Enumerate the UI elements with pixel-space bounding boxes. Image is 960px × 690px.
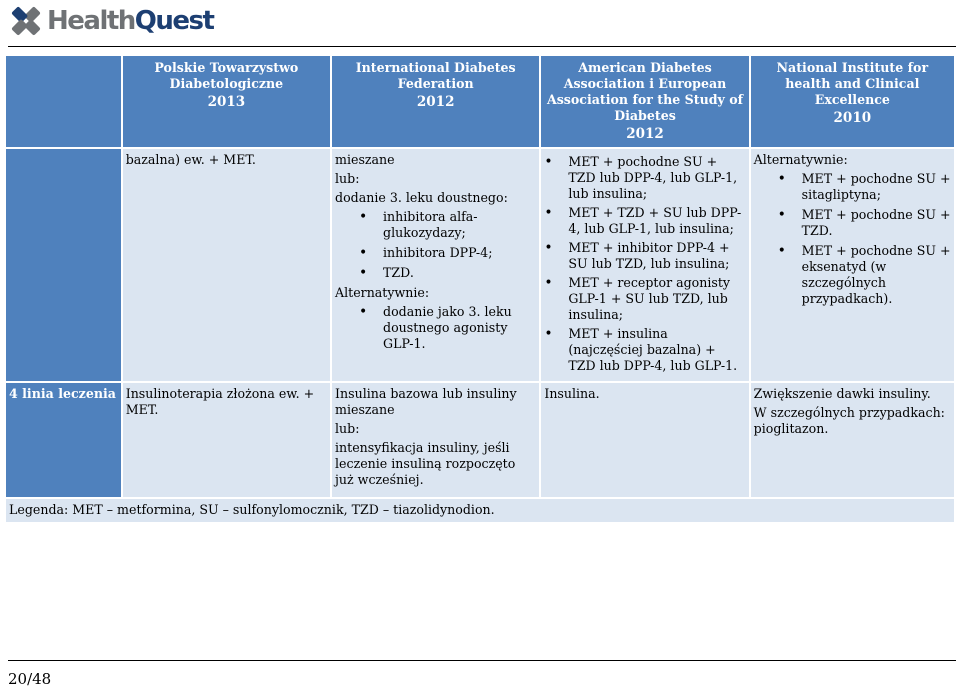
header-nice-year: 2010 (833, 110, 872, 126)
logo-health-text: Health (47, 6, 135, 36)
header-idf: International Diabetes Federation 2012 (332, 56, 539, 147)
header-ada-easd: American Diabetes Association i European Association for the Study of Diabetes 2012 (541, 56, 748, 147)
healthquest-logo (8, 2, 213, 40)
footer-divider (8, 660, 956, 661)
row3-idf-cell (332, 149, 539, 381)
row3-idf-list2 (335, 304, 536, 352)
header-ada-year: 2012 (626, 126, 664, 142)
list-item: • MET + pochodne SU + sitagliptyna; (802, 171, 951, 203)
row4-idf-text: lub: (335, 421, 360, 436)
list-item: • MET + insulina (najczęściej bazalna) + TZD lub DPP-4, lub GLP-1. (568, 326, 745, 374)
row4-ptd-text: Insulinoterapia złożona ew. + MET. (125, 386, 315, 417)
row3-idf-list (335, 209, 536, 281)
header-idf-year: 2012 (416, 94, 455, 110)
list-item: • MET + pochodne SU + eksenatyd (w szczególnych przypadkach). (802, 243, 951, 307)
row4-label: 4 linia leczenia (9, 386, 116, 401)
row4-nice-text: Zwiększenie dawki insuliny. (753, 386, 931, 401)
row3-label-cell (6, 149, 121, 381)
list-item: • MET + TZD + SU lub DPP-4, lub GLP-1, lub insulina; (568, 205, 745, 237)
header-ptd: Polskie Towarzystwo Diabetologiczne 2013 (123, 56, 330, 147)
header-empty-cell (6, 56, 121, 147)
guidelines-table (4, 54, 956, 524)
row3-ada-list (544, 154, 745, 374)
row4-ada-text: Insulina. (544, 386, 600, 401)
row4-label-cell (6, 383, 121, 497)
logo-quest-text: Quest (134, 6, 214, 36)
legend-cell (6, 499, 954, 522)
row4-nice-cell (751, 383, 954, 497)
page-number: 20/48 (8, 670, 52, 688)
row3-nice-text: Alternatywnie: (753, 152, 848, 167)
page-header (8, 0, 956, 47)
row3-ptd-cell (123, 149, 330, 381)
logo-cross-icon (8, 3, 44, 39)
row3-nice-list (754, 171, 951, 307)
list-item: • MET + pochodne SU + TZD. (802, 207, 951, 239)
row3-idf-text: lub: (335, 171, 360, 186)
legend-text: Legenda: MET – metformina, SU – sulfonylomocznik, TZD – tiazolidynodion. (9, 502, 495, 517)
row4-idf-cell (332, 383, 539, 497)
row4-ptd-cell (123, 383, 330, 497)
header-ptd-year: 2013 (207, 94, 246, 110)
list-item: • MET + receptor agonisty GLP-1 + SU lub TZD, lub insulina; (568, 275, 745, 323)
list-item: • TZD. (383, 265, 536, 281)
legend-row (6, 499, 954, 522)
list-item: • inhibitora DPP-4; (383, 245, 536, 261)
row4-idf-text: intensyfikacja insuliny, jeśli leczenie insuliną rozpoczęto już wcześniej. (335, 440, 516, 487)
list-item: • inhibitora alfa-glukozydazy; (383, 209, 536, 241)
row3-idf-text: Alternatywnie: (335, 285, 430, 300)
row3-nice-cell (751, 149, 954, 381)
row3-ptd-text: bazalna) ew. + MET. (125, 152, 256, 167)
row4-ada-cell (541, 383, 748, 497)
table-header-row (6, 56, 954, 147)
row3-idf-text: mieszane (335, 152, 395, 167)
header-nice: National Institute for health and Clinical Excellence 2010 (751, 56, 954, 147)
list-item: • dodanie jako 3. leku doustnego agonisty GLP-1. (383, 304, 536, 352)
list-item: • MET + pochodne SU + TZD lub DPP-4, lub GLP-1, lub insulina; (568, 154, 745, 202)
row3-ada-cell (541, 149, 748, 381)
row4-idf-text: Insulina bazowa lub insuliny mieszane (335, 386, 517, 417)
table-row (6, 149, 954, 381)
row3-idf-text: dodanie 3. leku doustnego: (335, 190, 508, 205)
row4-nice-text: W szczególnych przypadkach: pioglitazon. (753, 405, 945, 436)
logo-wordmark (47, 6, 213, 36)
table-row (6, 383, 954, 497)
list-item: • MET + inhibitor DPP-4 + SU lub TZD, lub insulina; (568, 240, 745, 272)
